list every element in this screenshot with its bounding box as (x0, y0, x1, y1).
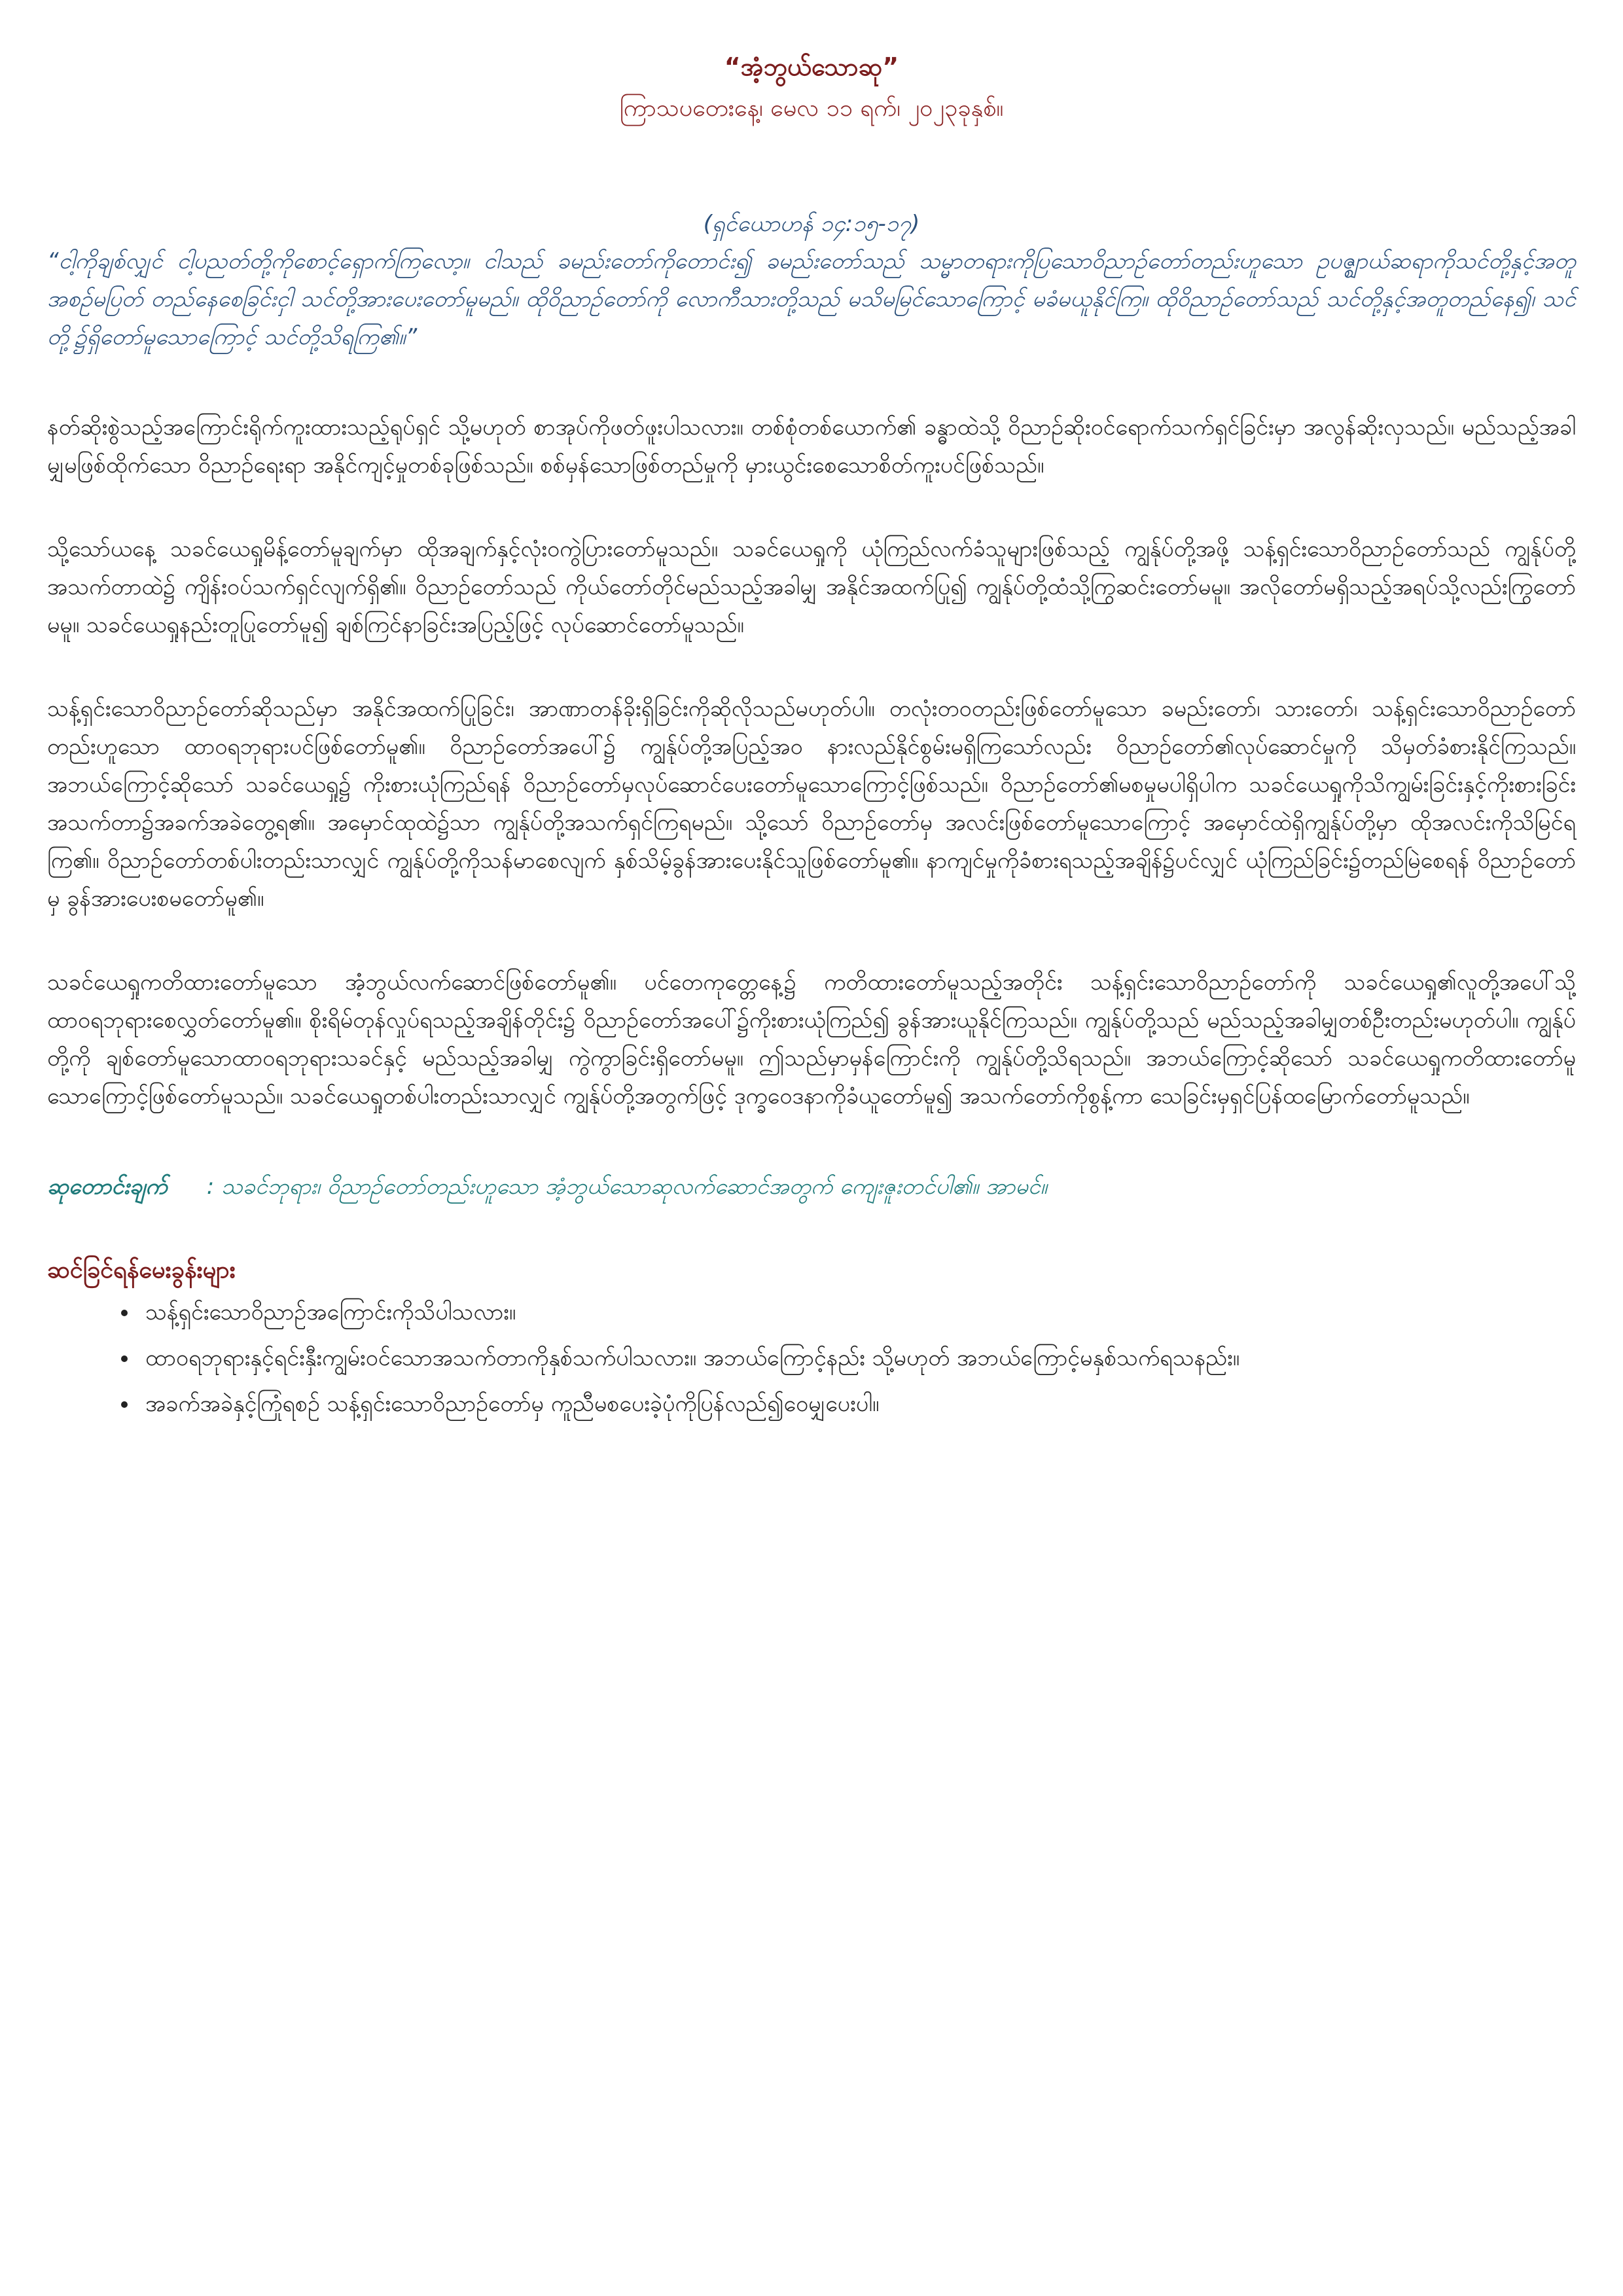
body-paragraph-2: သို့သော်ယနေ့ သခင်ယေရှုမိန့်တော်မူချက်မှာ ထိုအချက်နှင့်လုံးဝကွဲပြားတော်မူသည်။ သခင်ယေရှုကို ယုံကြည်လက်ခံသူများဖြစ်သည့် ကျွန်ုပ်တို့အဖို့ သန့်ရှင်းသောဝိညာဉ်တော်သည် ကျွန်ုပ်တို့အသက်တာထဲ၌ ကျိန်းဝပ်သက်ရှင်လျက်ရှိ၏။ ဝိညာဉ်တော်သည် ကိုယ်တော်တိုင်မည်သည့်အခါမျှ အနိုင်အထက်ပြု၍ ကျွန်ုပ်တို့ထံသို့ကြွဆင်းတော်မမူ။ အလိုတော်မရှိသည့်အရပ်သို့လည်းကြွတော်မမူ။ သခင်ယေရှုနည်းတူပြုတော်မူ၍ ချစ်ကြင်နာခြင်းအပြည့်ဖြင့် လုပ်ဆောင်တော်မူသည်။ (47, 536, 1576, 638)
prayer-line (47, 1168, 1576, 1206)
scripture-reference: (ရှင်ယောဟန် ၁၄:၁၅-၁၇) (703, 211, 920, 237)
reflection-questions (47, 1251, 1576, 1423)
scripture-block (47, 206, 1576, 356)
questions-list (47, 1293, 1576, 1423)
questions-heading: ဆင်ခြင်ရန်မေးခွန်းများ (47, 1257, 236, 1283)
body-paragraph-1: နတ်ဆိုးစွဲသည့်အကြောင်းရိုက်ကူးထားသည့်ရုပ်ရှင် သို့မဟုတ် စာအုပ်ကိုဖတ်ဖူးပါသလား။ တစ်စုံတစ်ယောက်၏ ခန္ဓာထဲသို့ ဝိညာဉ်ဆိုးဝင်ရောက်သက်ရှင်ခြင်းမှာ အလွန်ဆိုးလှသည်။ မည်သည့်အခါမျှမဖြစ်ထိုက်သော ဝိညာဉ်ရေးရာ အနိုင်ကျင့်မှုတစ်ခုဖြစ်သည်။ စစ်မှန်သောဖြစ်တည်မှုကို မှားယွင်းစေသောစိတ်ကူးပင်ဖြစ်သည်။ (47, 414, 1576, 478)
scripture-quote: “ငါ့ကိုချစ်လျှင် ငါ့ပညတ်တို့ကိုစောင့်ရှောက်ကြလော့။ ငါသည် ခမည်းတော်ကိုတောင်း၍ ခမည်းတော်သည် သမ္မာတရားကိုပြသောဝိညာဉ်တော်တည်းဟူသော ဥပဇ္ဈာယ်ဆရာကိုသင်တို့နှင့်အတူ အစဉ်မပြတ် တည်နေစေခြင်းငှါ သင်တို့အားပေးတော်မူမည်။ ထိုဝိညာဉ်တော်ကို လောကီသားတို့သည် မသိမမြင်သောကြောင့် မခံမယူနိုင်ကြ။ ထိုဝိညာဉ်တော်သည် သင်တို့နှင့်အတူတည်နေ၍၊ သင်တို့၌ရှိတော်မူသောကြောင့် သင်တို့သိရကြ၏။” (47, 248, 1576, 350)
question-item: • အခက်အခဲနှင့်ကြုံရစဉ် သန့်ရှင်းသောဝိညာဉ်တော်မှ ကူညီမစပေးခဲ့ပုံကိုပြန်လည်၍ဝေမျှပေးပါ။ (139, 1385, 1576, 1423)
question-item: • သန့်ရှင်းသောဝိညာဉ်အကြောင်းကိုသိပါသလား။ (139, 1293, 1576, 1331)
body-paragraph-4: သခင်ယေရှုကတိထားတော်မူသော အံ့ဘွယ်လက်ဆောင်ဖြစ်တော်မူ၏။ ပင်တေကုတ္တေနေ့၌ ကတိထားတော်မူသည့်အတိုင်း သန့်ရှင်းသောဝိညာဉ်တော်ကို သခင်ယေရှု၏လူတို့အပေါ်သို့ ထာဝရဘုရားစေလွှတ်တော်မူ၏။ စိုးရိမ်တုန်လှုပ်ရသည့်အချိန်တိုင်း၌ ဝိညာဉ်တော်အပေါ်၌ကိုးစားယုံကြည်၍ ခွန်အားယူနိုင်ကြသည်။ ကျွန်ုပ်တို့သည် မည်သည့်အခါမျှတစ်ဦးတည်းမဟုတ်ပါ။ ကျွန်ုပ်တို့ကို ချစ်တော်မူသောထာဝရဘုရားသခင်နှင့် မည်သည့်အခါမျှ ကွဲကွာခြင်းရှိတော်မမူ။ ဤသည်မှာမှန်ကြောင်းကို ကျွန်ုပ်တို့သိရသည်။ အဘယ်ကြောင့်ဆိုသော် သခင်ယေရှုကတိထားတော်မူသောကြောင့်ဖြစ်တော်မူသည်။ သခင်ယေရှုတစ်ပါးတည်းသာလျှင် ကျွန်ုပ်တို့အတွက်ဖြင့် ဒုက္ခဝေဒနာကိုခံယူတော်မူ၍ အသက်တော်ကိုစွန့်ကာ သေခြင်းမှရှင်ပြန်ထမြောက်တော်မူသည်။ (47, 969, 1576, 1109)
header (47, 47, 1576, 128)
body-paragraph-3: သန့်ရှင်းသောဝိညာဉ်တော်ဆိုသည်မှာ အနိုင်အထက်ပြုခြင်း၊ အာဏာတန်ခိုးရှိခြင်းကိုဆိုလိုသည်မဟုတ်ပါ။ တလုံးတဝတည်းဖြစ်တော်မူသော ခမည်းတော်၊ သားတော်၊ သန့်ရှင်းသောဝိညာဉ်တော်တည်းဟူသော ထာဝရဘုရားပင်ဖြစ်တော်မူ၏။ ဝိညာဉ်တော်အပေါ်၌ ကျွန်ုပ်တို့အပြည့်အဝ နားလည်နိုင်စွမ်းမရှိကြသော်လည်း ဝိညာဉ်တော်၏လုပ်ဆောင်မှုကို သိမှတ်ခံစားနိုင်ကြသည်။ အဘယ်ကြောင့်ဆိုသော် သခင်ယေရှု၌ ကိုးစားယုံကြည်ရန် ဝိညာဉ်တော်မှလုပ်ဆောင်ပေးတော်မူသောကြောင့်ဖြစ်သည်။ ဝိညာဉ်တော်၏မစမှုမပါရှိပါက သခင်ယေရှုကိုသိကျွမ်းခြင်းနှင့်ကိုးစားခြင်း အသက်တာ၌အခက်အခဲတွေ့ရ၏။ အမှောင်ထုထဲ၌သာ ကျွန်ုပ်တို့အသက်ရှင်ကြရမည်။ သို့သော် ဝိညာဉ်တော်မှ အလင်းဖြစ်တော်မူသောကြောင့် အမှောင်ထဲရှိကျွန်ုပ်တို့မှာ ထိုအလင်းကိုသိမြင်ရကြ၏။ ဝိညာဉ်တော်တစ်ပါးတည်းသာလျှင် ကျွန်ုပ်တို့ကိုသန်မာစေလျက် နှစ်သိမ့်ခွန်အားပေးနိုင်သူဖြစ်တော်မူ၏။ နာကျင်မှုကိုခံစားရသည့်အချိန်၌ပင်လျှင် ယုံကြည်ခြင်း၌တည်မြဲစေရန် ဝိညာဉ်တော်မှ ခွန်အားပေးစမတော်မူ၏။ (47, 696, 1576, 912)
prayer-text: : သခင်ဘုရား၊ ဝိညာဉ်တော်တည်းဟူသော အံ့ဘွယ်သောဆုလက်ဆောင်အတွက် ကျေးဇူးတင်ပါ၏။ အာမင်။ (206, 1174, 1048, 1200)
date-line: ကြာသပတေးနေ့၊ မေလ ၁၁ ရက်၊ ၂၀၂၃ခုနှစ်။ (619, 95, 1004, 122)
page-title: “အံ့ဘွယ်သောဆု” (724, 52, 899, 81)
question-item: • ထာဝရဘုရားနှင့်ရင်းနှီးကျွမ်းဝင်သောအသက်တာကိုနှစ်သက်ပါသလား။ အဘယ်ကြောင့်နည်း သို့မဟုတ် အဘယ်ကြောင့်မနှစ်သက်ရသနည်း။ (139, 1339, 1576, 1377)
prayer-label: ဆုတောင်းချက် (47, 1174, 168, 1200)
